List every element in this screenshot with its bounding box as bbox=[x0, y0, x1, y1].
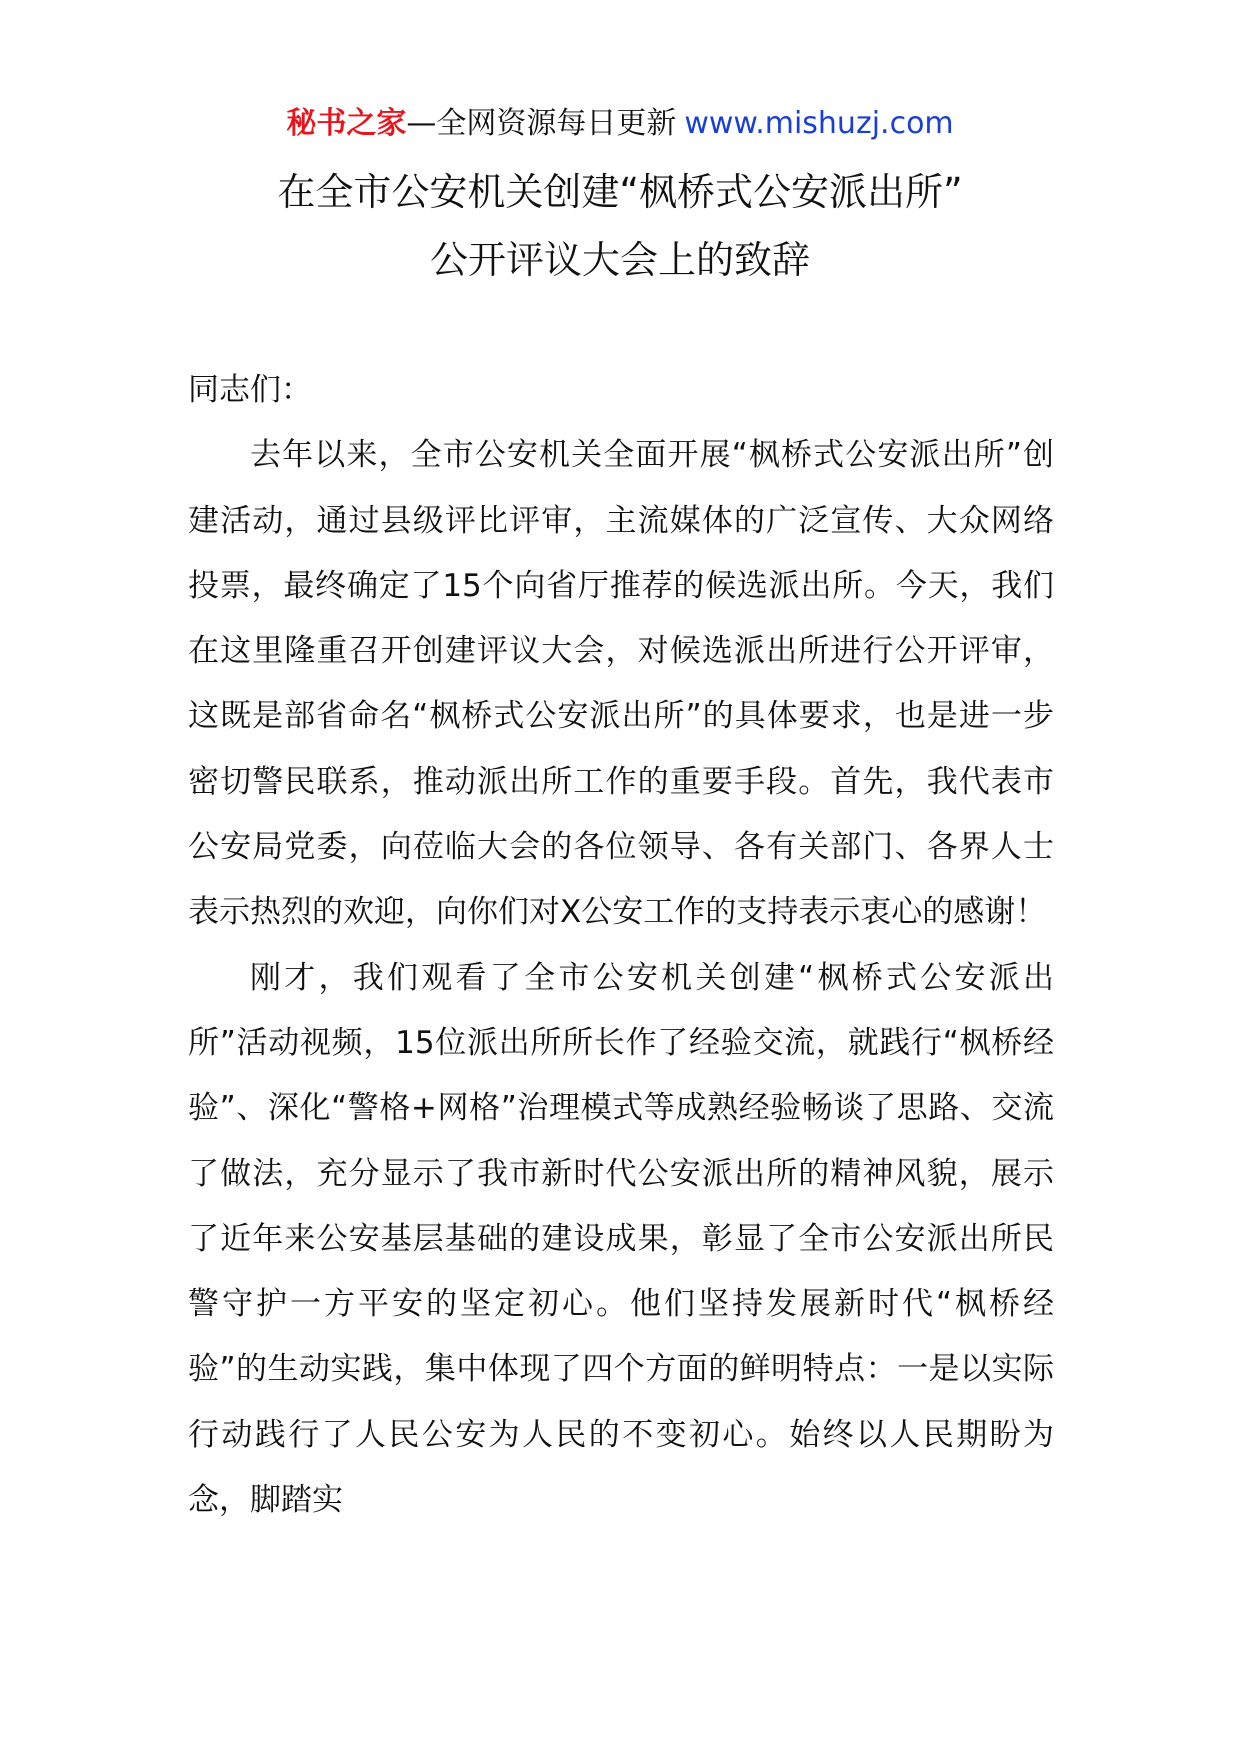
salutation: 同志们： bbox=[188, 372, 312, 408]
header-tagline: —全网资源每日更新 bbox=[406, 106, 677, 141]
site-header bbox=[0, 102, 1240, 146]
brand-name: 秘书之家 bbox=[286, 106, 407, 141]
document-title-line-1: 在全市公安机关创建“枫桥式公安派出所” bbox=[277, 170, 963, 214]
document-title-line-2: 公开评议大会上的致辞 bbox=[429, 238, 810, 282]
site-url-link[interactable]: www.mishuzj.com bbox=[684, 106, 954, 141]
body-paragraph-1: 去年以来，全市公安机关全面开展“枫桥式公安派出所”创建活动，通过县级评比评审，主流媒体的广泛宣传、大众网络投票，最终确定了15个向省厅推荐的候选派出所。今天，我们在这里隆重召开创建评议大会，对候选派出所进行公开评审，这既是部省命名“枫桥式公安派出所”的具体要求，也是进一步密切警民联系，推动派出所工作的重要手段。首先，我代表市公安局党委，向莅临大会的各位领导、各有关部门、各界人士表示热烈的欢迎，向你们对X公安工作的支持表示衷心的感谢！ bbox=[188, 437, 1054, 931]
body-paragraph-2: 刚才，我们观看了全市公安机关创建“枫桥式公安派出所”活动视频，15位派出所所长作了经验交流，就践行“枫桥经验”、深化“警格+网格”治理模式等成熟经验畅谈了思路、交流了做法，充分显示了我市新时代公安派出所的精神风貌，展示了近年来公安基层基础的建设成果，彰显了全市公安派出所民警守护一方平安的坚定初心。他们坚持发展新时代“枫桥经验”的生动实践，集中体现了四个方面的鲜明特点：一是以实际行动践行了人民公安为人民的不变初心。始终以人民期盼为念，脚踏实 bbox=[188, 959, 1054, 1519]
document-body bbox=[188, 358, 1054, 1533]
